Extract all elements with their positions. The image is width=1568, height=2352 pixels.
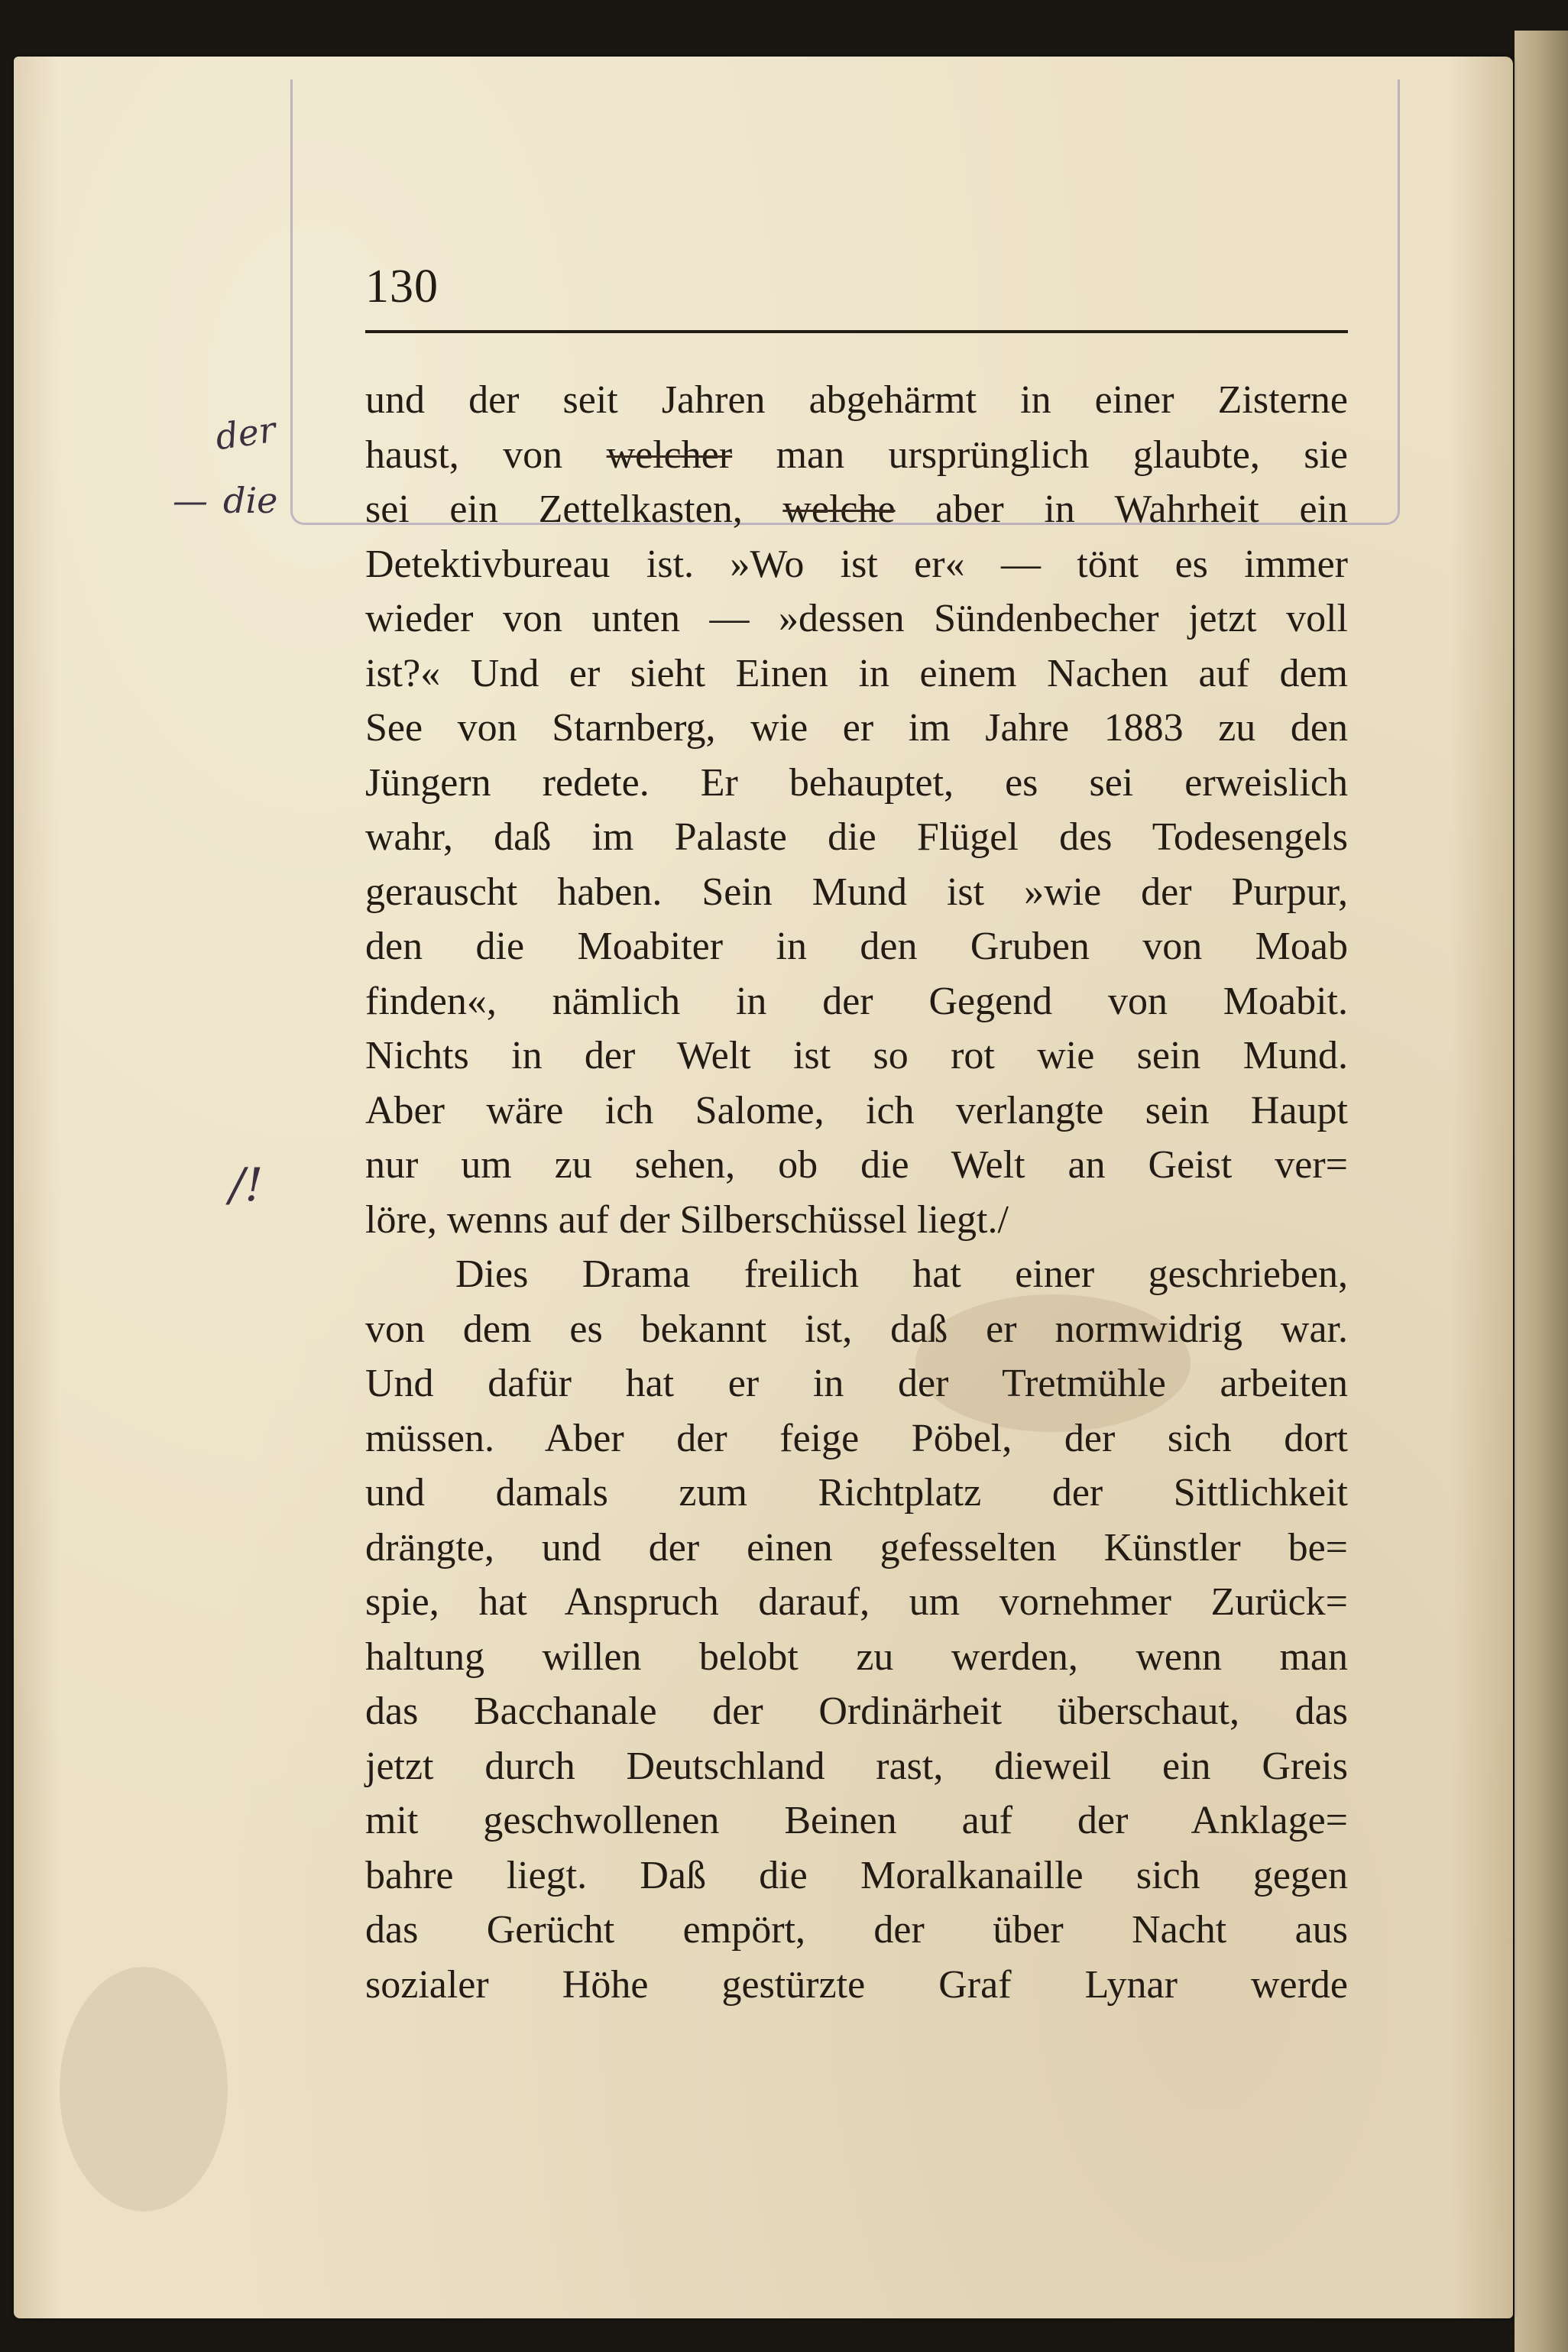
text-line: mit geschwollenen Beinen auf der Anklage= — [365, 1799, 1348, 1842]
margin-note-der: der — [212, 408, 279, 458]
margin-note-dash: — — [173, 480, 208, 521]
text-line: wahr, daß im Palaste die Flügel des Todesengels — [365, 815, 1348, 859]
book-spine-edge — [1515, 31, 1568, 2352]
text-line: sei ein Zettelkasten, welche aber in Wahrheit ein — [365, 488, 1348, 531]
text-line: und der seit Jahren abgehärmt in einer Zisterne — [365, 378, 1348, 422]
text-line: und damals zum Richtplatz der Sittlichkeit — [365, 1471, 1348, 1515]
text-line: müssen. Aber der feige Pöbel, der sich dort — [365, 1416, 1348, 1460]
text-line: von dem es bekannt ist, daß er normwidrig war. — [365, 1307, 1348, 1351]
header-rule — [365, 330, 1348, 333]
text-line: haltung willen belobt zu werden, wenn man — [365, 1634, 1348, 1679]
text-line: nur um zu sehen, ob die Welt an Geist ver= — [365, 1143, 1348, 1187]
text-line: das Gerücht empört, der über Nacht aus — [365, 1908, 1348, 1952]
text-line: spie, hat Anspruch darauf, um vornehmer Zurück= — [365, 1580, 1348, 1624]
text-line: See von Starnberg, wie er im Jahre 1883 zu den — [365, 706, 1348, 750]
text-line: Jüngern redete. Er behauptet, es sei erweislich — [365, 760, 1348, 805]
text-line: den die Moabiter in den Gruben von Moab — [365, 925, 1348, 968]
text-line: haust, von welcher man ursprünglich glaubte, sie — [365, 432, 1348, 477]
text-line: Dies Drama freilich hat einer geschrieben, — [455, 1252, 1348, 1296]
paper-stain — [60, 1967, 228, 2211]
text-line: ist?« Und er sieht Einen in einem Nachen auf dem — [365, 651, 1348, 695]
text-line: Nichts in der Welt ist so rot wie sein Mund. — [365, 1034, 1348, 1077]
struck-word: welcher — [606, 432, 733, 477]
page-number: 130 — [365, 261, 439, 313]
margin-note-die: die — [223, 480, 278, 521]
text-line: wieder von unten — »dessen Sündenbecher jetzt voll — [365, 597, 1348, 640]
margin-note-paragraph-mark: /! — [229, 1158, 264, 1212]
text-line: das Bacchanale der Ordinärheit überschaut, das — [365, 1689, 1348, 1733]
text-line: bahre liegt. Daß die Moralkanaille sich gegen — [365, 1853, 1348, 1897]
text-line: finden«, nämlich in der Gegend von Moabit. — [365, 979, 1348, 1023]
text-line: Detektivbureau ist. »Wo ist er« — tönt es immer — [365, 542, 1348, 586]
text-line: Aber wäre ich Salome, ich verlangte sein Haupt — [365, 1088, 1348, 1132]
text-line: jetzt durch Deutschland rast, dieweil ein Greis — [365, 1744, 1348, 1788]
text-line: löre, wenns auf der Silberschüssel liegt./ — [365, 1197, 1009, 1242]
text-line: sozialer Höhe gestürzte Graf Lynar werde — [365, 1962, 1348, 2007]
text-line: drängte, und der einen gefesselten Künstler be= — [365, 1525, 1348, 1570]
text-line: gerauscht haben. Sein Mund ist »wie der Purpur, — [365, 870, 1348, 914]
struck-word: welche — [782, 488, 896, 531]
body-text — [365, 373, 1348, 2012]
text-line: Und dafür hat er in der Tretmühle arbeiten — [365, 1362, 1348, 1405]
